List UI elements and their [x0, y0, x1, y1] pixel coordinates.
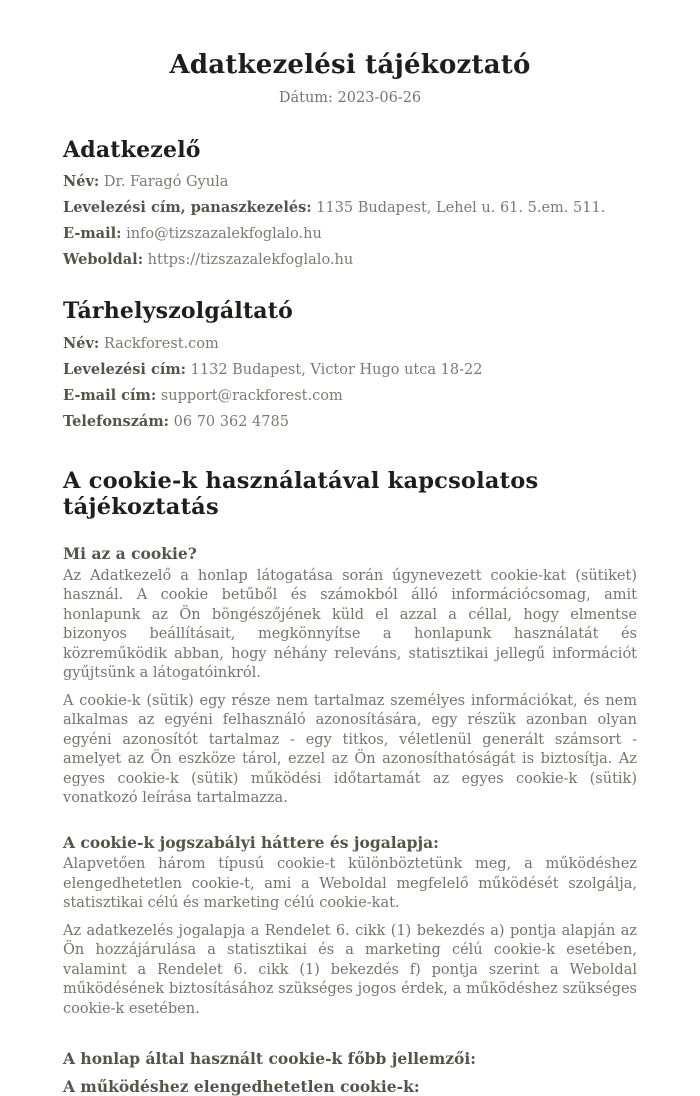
subheading-essential-cookies: A működéshez elengedhetetlen cookie-k: — [63, 1076, 420, 1096]
data-controller-fields — [63, 169, 637, 273]
subheading-cookie-features: A honlap által használt cookie-k főbb jellemzői: — [63, 1049, 476, 1069]
document-date: Dátum: 2023-06-26 — [278, 90, 422, 107]
field-controller-website — [63, 247, 637, 273]
page-title: Adatkezelési tájékoztató — [169, 50, 531, 80]
field-value: 1135 Budapest, Lehel u. 61. 5.em. 511. — [316, 200, 606, 217]
field-value: support@rackforest.com — [160, 387, 343, 404]
field-hosting-name — [63, 331, 637, 357]
field-value: https://tizszazalekfoglalo.hu — [147, 252, 354, 269]
field-controller-address — [63, 195, 637, 221]
field-value: 06 70 362 4785 — [173, 413, 289, 430]
section-heading-data-controller: Adatkezelő — [63, 137, 201, 164]
section-heading-hosting-provider: Tárhelyszolgáltató — [63, 298, 294, 325]
field-hosting-address — [63, 357, 637, 383]
section-heading-cookie-info: A cookie-k használatával kapcsolatos tájékoztatás — [63, 467, 539, 520]
subheading-what-is-cookie: Mi az a cookie? — [63, 544, 197, 564]
field-controller-email — [63, 221, 637, 247]
paragraph-legal-basis-detail: Az adatkezelés jogalapja a Rendelet 6. cikk (1) bekezdés a) pontja alapján az Ön hozzájárulása a statisztikai és a marketing célú cookie-k esetében, valamint a Rendelet 6. cikk (1) bekezdés f) pontja szerint a Weboldal működésének biztosításához szükséges jogos érdek, a működéshez szükséges cookie-k esetében. — [63, 922, 637, 1017]
field-label: Név: — [63, 173, 100, 191]
paragraph-cookie-definition: Az Adatkezelő a honlap látogatása során úgynevezett cookie-kat (sütiket) használ. A cookie betűből és számokból álló információcsomag, amit honlapunk az Ön böngészőjének küld el azzal a céllal, hogy elmentse bizonyos beállításait, megkönnyítse a honlapunk használatát és közreműködik abban, hogy néhány releváns, statisztikai jellegű információt gyűjtsünk a látogatóinkról. — [63, 567, 637, 682]
field-label: E-mail: — [63, 225, 122, 243]
paragraph-cookie-identification: A cookie-k (sütik) egy része nem tartalmaz személyes információkat, és nem alkalmas az egyéni felhasználó azonosítására, egy részük azonban olyan egyéni azonosítót tartalmaz - egy titkos, véletlenül generált számsort - amelyet az Ön eszköze tárol, ezzel az Ön azonosíthatóságát is biztosítja. Az egyes cookie-k (sütik) működési időtartamát az egyes cookie-k (sütik) vonatkozó leírása tartalmazza. — [63, 692, 637, 807]
field-hosting-email — [63, 383, 637, 409]
field-hosting-phone — [63, 409, 637, 435]
field-controller-name — [63, 169, 637, 195]
field-label: Név: — [63, 334, 100, 352]
field-label: Levelezési cím: — [63, 360, 187, 378]
field-value: Dr. Faragó Gyula — [103, 174, 229, 191]
paragraph-cookie-types: Alapvetően három típusú cookie-t különböztetünk meg, a működéshez elengedhetetlen cookie-t, ami a Weboldal megfelelő működését szolgálja, statisztikai célú és marketing célú cookie-kat. — [63, 856, 637, 912]
field-label: Telefonszám: — [63, 412, 170, 430]
field-label: Weboldal: — [63, 251, 144, 269]
field-value: 1132 Budapest, Victor Hugo utca 18-22 — [190, 361, 483, 378]
hosting-provider-fields — [63, 331, 637, 435]
subheading-legal-basis: A cookie-k jogszabályi háttere és jogalapja: — [63, 832, 439, 852]
field-value: Rackforest.com — [103, 335, 219, 352]
field-value: info@tizszazalekfoglalo.hu — [126, 226, 322, 243]
field-label: Levelezési cím, panaszkezelés: — [63, 199, 312, 217]
field-label: E-mail cím: — [63, 386, 157, 404]
